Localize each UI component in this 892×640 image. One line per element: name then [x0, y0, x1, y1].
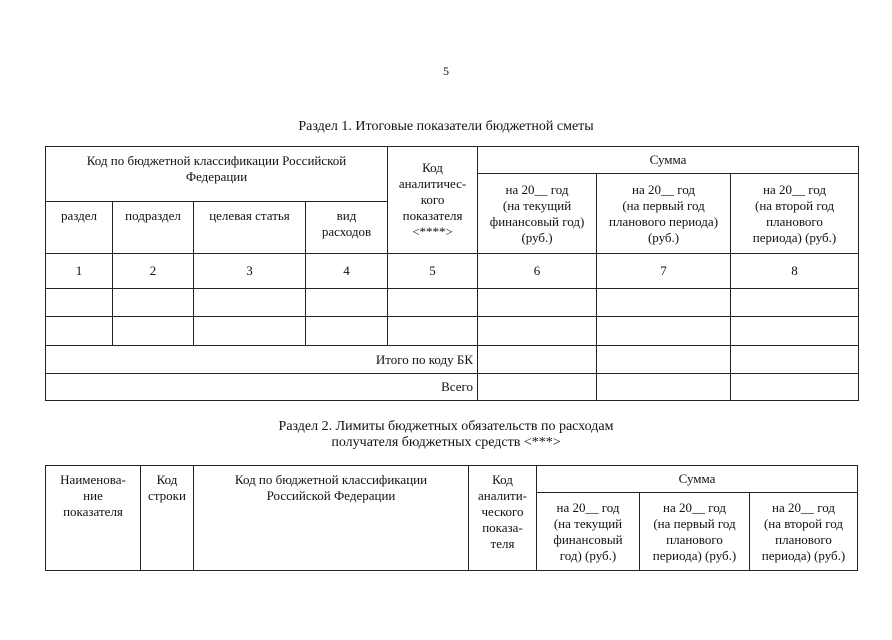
header-sum-second-plan-year: на 20__ год (на второй год планового периода) (руб.) [731, 174, 859, 254]
header-analytic-code: Код аналитичес- кого показателя <****> [388, 147, 478, 254]
header-budget-classification: Код по бюджетной классификации Российской Федерации [194, 466, 469, 571]
column-number: 3 [194, 254, 306, 289]
header-sum: Сумма [537, 466, 858, 493]
header-sum-first-plan-year: на 20__ год (на первый год планового периода) (руб.) [640, 493, 750, 571]
header-budget-classification: Код по бюджетной классификации Российской Федерации [46, 147, 388, 202]
header-indicator-name: Наименова- ние показателя [46, 466, 141, 571]
empty-cell [478, 374, 597, 401]
header-analytic-code: Код аналити- ческого показа- теля [469, 466, 537, 571]
header-sum-current-year: на 20__ год (на текущий финансовый год) (руб.) [478, 174, 597, 254]
budget-estimate-table [45, 146, 859, 401]
column-number: 8 [731, 254, 859, 289]
column-number: 5 [388, 254, 478, 289]
header-vid-rashodov: вид расходов [306, 202, 388, 254]
section2-title: Раздел 2. Лимиты бюджетных обязательств по расходам получателя бюджетных средств <***> [278, 419, 614, 450]
column-number: 4 [306, 254, 388, 289]
empty-cell [46, 289, 113, 317]
empty-cell [478, 289, 597, 317]
empty-cell [478, 317, 597, 346]
empty-cell [731, 346, 859, 374]
table-row [46, 346, 859, 374]
header-sum-current-year: на 20__ год (на текущий финансовый год) (руб.) [537, 493, 640, 571]
itogo-label: Итого по коду БК [46, 346, 478, 374]
empty-cell [194, 289, 306, 317]
table-row [46, 317, 859, 346]
empty-cell [306, 289, 388, 317]
empty-cell [731, 317, 859, 346]
empty-cell [388, 289, 478, 317]
table-row [46, 374, 859, 401]
table-row [46, 289, 859, 317]
header-podrazdel: подраздел [113, 202, 194, 254]
empty-cell [597, 317, 731, 346]
empty-cell [194, 317, 306, 346]
empty-cell [597, 346, 731, 374]
empty-cell [478, 346, 597, 374]
header-celevaya-statya: целевая статья [194, 202, 306, 254]
empty-cell [46, 317, 113, 346]
empty-cell [306, 317, 388, 346]
empty-cell [113, 317, 194, 346]
empty-cell [597, 374, 731, 401]
vsego-label: Всего [46, 374, 478, 401]
column-number: 7 [597, 254, 731, 289]
header-razdel: раздел [46, 202, 113, 254]
empty-cell [388, 317, 478, 346]
header-sum-second-plan-year: на 20__ год (на второй год планового периода) (руб.) [750, 493, 858, 571]
header-sum-first-plan-year: на 20__ год (на первый год планового периода) (руб.) [597, 174, 731, 254]
budget-limits-table [45, 465, 858, 571]
page-number: 5 [443, 64, 449, 78]
header-row-code: Код строки [141, 466, 194, 571]
column-number: 6 [478, 254, 597, 289]
empty-cell [597, 289, 731, 317]
column-number: 1 [46, 254, 113, 289]
empty-cell [731, 374, 859, 401]
section1-title: Раздел 1. Итоговые показатели бюджетной сметы [298, 119, 594, 134]
empty-cell [113, 289, 194, 317]
column-number: 2 [113, 254, 194, 289]
header-sum: Сумма [478, 147, 859, 174]
empty-cell [731, 289, 859, 317]
